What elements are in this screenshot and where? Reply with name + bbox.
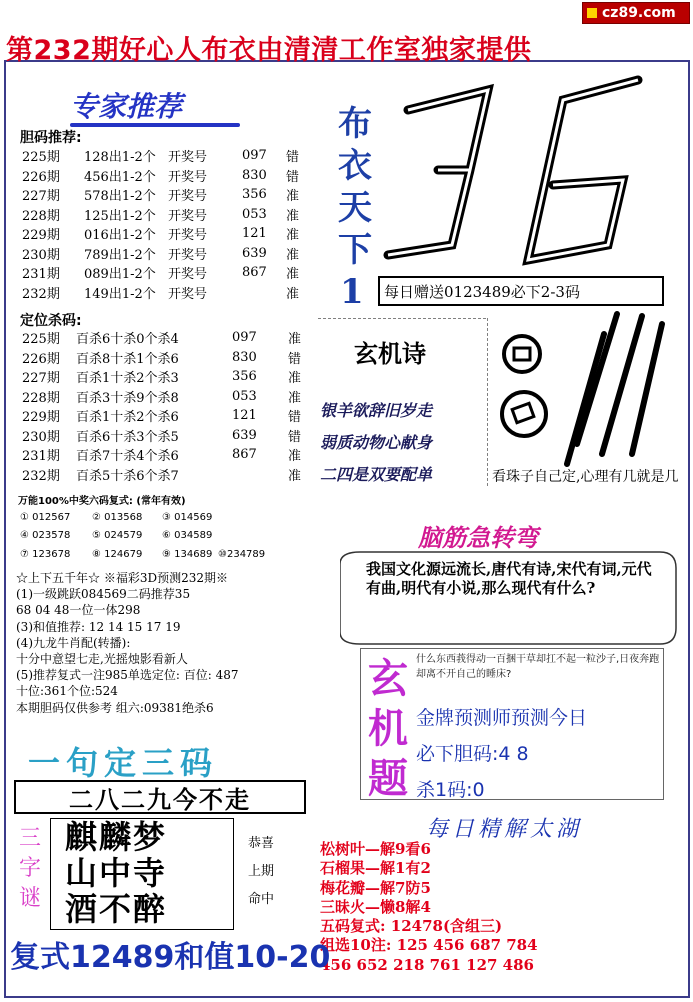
table-row: [22, 244, 306, 264]
poem-line-3: 二四是双要配单: [320, 465, 433, 484]
brain-teaser-title: 脑筋急转弯: [418, 524, 538, 552]
cell-rec: 百杀7十杀4个杀6: [76, 449, 179, 465]
cell-res: 准: [286, 208, 300, 224]
riddle-word: 酒不醉: [65, 890, 168, 928]
cell-issue: 232期: [22, 468, 60, 484]
cell-issue: 230期: [22, 247, 60, 263]
cell-rec: 149出1-2个: [84, 286, 156, 302]
cell-lbl: 开奖号: [168, 267, 208, 283]
big-number-36-art: [378, 70, 678, 270]
site-badge-text: cz89.com: [602, 5, 676, 21]
six-item: ⑦ 123678: [20, 549, 71, 560]
brand-vertical: [335, 103, 375, 271]
cell-num: 639: [232, 427, 257, 443]
info-line: 十位:361个位:524: [16, 684, 118, 699]
table-row: [22, 146, 306, 166]
daily-line: 组选10注: 125 456 687 784: [320, 936, 538, 955]
table-row: [22, 224, 306, 244]
cell-num: 639: [242, 245, 267, 261]
poem-line-2: 弱质动物心献身: [320, 433, 433, 452]
pos-table: [22, 328, 308, 484]
cell-res: 准: [288, 468, 302, 484]
vertical-char: 下: [338, 230, 372, 270]
cell-res: 准: [288, 371, 302, 387]
info-line: 68 04 48一位一体298: [16, 603, 141, 618]
six-code-title: 万能100%中奖六码复式: (常年有效): [18, 496, 186, 507]
gift-text: 每日赠送0123489必下2-3码: [384, 282, 580, 301]
big-number-text: 36: [378, 70, 380, 71]
forecast-kill: 杀1码:0: [416, 779, 485, 801]
cell-issue: 228期: [22, 390, 60, 406]
bead-note: 看珠子自己定,心理有几就是几: [492, 469, 679, 485]
cell-rec: 百杀6十杀3个杀5: [76, 429, 179, 445]
cell-rec: 089出1-2个: [84, 267, 156, 283]
six-item: ② 013568: [92, 512, 143, 523]
cell-rec: 789出1-2个: [84, 247, 156, 263]
congrats-note: [236, 830, 286, 914]
one-phrase-box: [14, 780, 306, 814]
vertical-char: 机: [368, 706, 408, 752]
cell-lbl: 开奖号: [168, 247, 208, 263]
site-badge[interactable]: [582, 2, 690, 24]
cell-rec: 125出1-2个: [84, 208, 156, 224]
info-line: ☆上下五千年☆ ※福彩3D预测232期※: [16, 571, 228, 585]
cell-num: 867: [242, 265, 267, 281]
daily-list: [320, 840, 682, 975]
daily-line: 三昧火—懒8解4: [320, 897, 431, 916]
vertical-char: 三: [18, 826, 41, 851]
cell-res: 错: [288, 429, 302, 445]
badge-square-icon: [587, 8, 597, 18]
daily-line: 松树叶—解9看6: [320, 840, 431, 858]
cell-rec: 578出1-2个: [84, 189, 156, 205]
cell-rec: 百杀5十杀6个杀7: [76, 468, 179, 484]
info-line: 十分中意望七走,光摇烛影看新人: [16, 652, 188, 667]
vertical-char: 天: [338, 188, 372, 228]
cell-lbl: 开奖号: [168, 189, 208, 205]
six-item: ① 012567: [20, 512, 71, 523]
cell-rec: 百杀6十杀0个杀4: [76, 332, 179, 348]
cell-num: [232, 465, 288, 485]
cell-res: 错: [288, 351, 302, 367]
cell-rec: 456出1-2个: [84, 169, 156, 185]
cell-num: 121: [242, 226, 267, 242]
table-row: [22, 166, 306, 186]
mystic-question: 什么东西莪得动一百捆干草却扛不起一粒沙子,日夜奔跑却离不开自己的睡床?: [416, 654, 660, 680]
mystic-vertical-title: [364, 654, 412, 804]
info-line: (4)九龙牛肖配(转播):: [16, 635, 131, 650]
table-row: [22, 445, 308, 465]
cell-res: 错: [286, 150, 300, 166]
cell-res: 准: [286, 228, 300, 244]
six-item: ⑤ 024579: [92, 530, 143, 541]
vertical-char: 题: [368, 756, 408, 802]
forecast-dan: 必下胆码:4 8: [416, 743, 529, 765]
gift-box: [378, 276, 664, 306]
six-item: ⑧ 124679: [92, 549, 143, 560]
poem-title: 玄机诗: [354, 339, 426, 368]
table-row: [22, 263, 306, 283]
daily-line: 石榴果—解1有2: [320, 859, 431, 878]
gold-forecast: [416, 700, 660, 808]
one-phrase-title: 一句定三码: [28, 744, 219, 782]
three-char-vertical-title: [10, 824, 50, 914]
table-row: [22, 367, 308, 387]
cell-lbl: 开奖号: [168, 169, 208, 185]
cell-issue: 231期: [22, 267, 60, 283]
table-row: [22, 406, 308, 426]
cell-rec: 百杀8十杀1个杀6: [76, 351, 179, 367]
cell-num: 867: [232, 447, 257, 463]
cell-lbl: 开奖号: [168, 208, 208, 224]
expert-title-ribbon: [70, 123, 240, 127]
cell-num: 830: [242, 167, 267, 183]
riddle-word: 麒麟梦: [65, 818, 168, 856]
cell-rec: 百杀3十杀9个杀8: [76, 390, 179, 406]
cell-res: 准: [286, 267, 300, 283]
cell-issue: 226期: [22, 351, 60, 367]
bead-art: [492, 304, 682, 474]
six-item: ⑩234789: [218, 549, 266, 560]
vertical-char: 衣: [338, 146, 372, 186]
six-item: ③ 014569: [162, 512, 213, 523]
vertical-char: 玄: [368, 656, 408, 702]
six-item: ⑨ 134689: [162, 549, 213, 560]
info-line: (1)一级跳跃084569二码推荐35: [16, 587, 191, 602]
table-row: [22, 328, 308, 348]
cell-num: 830: [232, 349, 257, 365]
cell-res: 准: [286, 189, 300, 205]
cell-res: 错: [286, 169, 300, 185]
bottom-summary: 复式12489和值10-20: [10, 940, 331, 975]
congrats-line: 命中: [247, 892, 274, 907]
expert-title-text: 专家推荐: [70, 90, 183, 123]
cell-num: 053: [232, 388, 257, 404]
vertical-char: 布: [338, 104, 372, 144]
pos-label: 定位杀码:: [20, 313, 82, 329]
cell-res: 准: [288, 332, 302, 348]
cell-issue: 225期: [22, 332, 60, 348]
vertical-char: 谜: [18, 886, 41, 911]
dan-label: 胆码推荐:: [20, 130, 82, 146]
cell-issue: 229期: [22, 228, 60, 244]
congrats-line: 上期: [247, 864, 274, 879]
daily-line: 梅花瓣—解7防5: [320, 878, 431, 897]
cell-issue: 226期: [22, 169, 60, 185]
cell-issue: 225期: [22, 150, 60, 166]
page-title: 第232期好心人布衣由清清工作室独家提供: [6, 35, 532, 66]
daily-line: 456 652 218 761 127 486: [320, 955, 534, 974]
cell-res: 准: [286, 247, 300, 263]
six-item: ⑥ 034589: [162, 530, 213, 541]
table-row: [22, 348, 308, 368]
daily-line: 五码复式: 12478(含组三): [320, 917, 503, 936]
cell-res: 准: [288, 449, 302, 465]
dan-table: [22, 146, 306, 302]
brand-number: 1: [340, 272, 364, 312]
riddle-word: 山中寺: [65, 854, 168, 892]
cell-num: 121: [232, 408, 257, 424]
cell-lbl: 开奖号: [168, 150, 208, 166]
one-phrase-text: 二八二九今不走: [69, 784, 251, 814]
cell-rec: 016出1-2个: [84, 228, 156, 244]
info-line: (3)和值推荐: 12 14 15 17 19: [16, 619, 181, 634]
table-row: [22, 387, 308, 407]
cell-issue: 230期: [22, 429, 60, 445]
cell-rec: 百杀1十杀2个杀6: [76, 410, 179, 426]
cell-num: 356: [232, 369, 257, 385]
cell-lbl: 开奖号: [168, 228, 208, 244]
cell-res: 准: [288, 390, 302, 406]
cell-issue: 228期: [22, 208, 60, 224]
table-row: [22, 205, 306, 225]
cell-num: 053: [242, 206, 267, 222]
cell-lbl: 开奖号: [168, 286, 208, 302]
riddle-box: [50, 818, 234, 930]
cell-rec: 128出1-2个: [84, 150, 156, 166]
forecast-info: [16, 570, 346, 716]
cell-issue: 227期: [22, 371, 60, 387]
cell-issue: 232期: [22, 286, 60, 302]
poem-line-1: 银羊欲辞旧岁走: [320, 401, 433, 420]
cell-rec: 百杀1十杀2个杀3: [76, 371, 179, 387]
congrats-line: 恭喜: [247, 836, 274, 851]
brain-teaser-question: 我国文化源远流长,唐代有诗,宋代有词,元代有曲,明代有小说,那么现代有什么?: [366, 560, 652, 597]
info-line: 本期胆码仅供参考 组六:09381绝杀6: [16, 700, 214, 715]
table-row: [22, 465, 308, 485]
six-item: ④ 023578: [20, 530, 71, 541]
cell-issue: 231期: [22, 449, 60, 465]
cell-num: 356: [242, 187, 267, 203]
vertical-char: 字: [18, 856, 41, 881]
table-row: [22, 185, 306, 205]
cell-num: 097: [242, 148, 267, 164]
expert-section-title: [70, 85, 280, 121]
daily-title: 每日精解太湖: [426, 817, 583, 842]
cell-issue: 229期: [22, 410, 60, 426]
cell-num: [242, 283, 286, 303]
cell-issue: 227期: [22, 189, 60, 205]
cell-res: 准: [286, 286, 300, 302]
cell-num: 097: [232, 330, 257, 346]
table-row: [22, 283, 306, 303]
forecast-title: 金牌预测师预测今日: [416, 707, 588, 729]
cell-res: 错: [288, 410, 302, 426]
table-row: [22, 426, 308, 446]
info-line: (5)推荐复式一注985单选定位: 百位: 487: [16, 668, 239, 683]
